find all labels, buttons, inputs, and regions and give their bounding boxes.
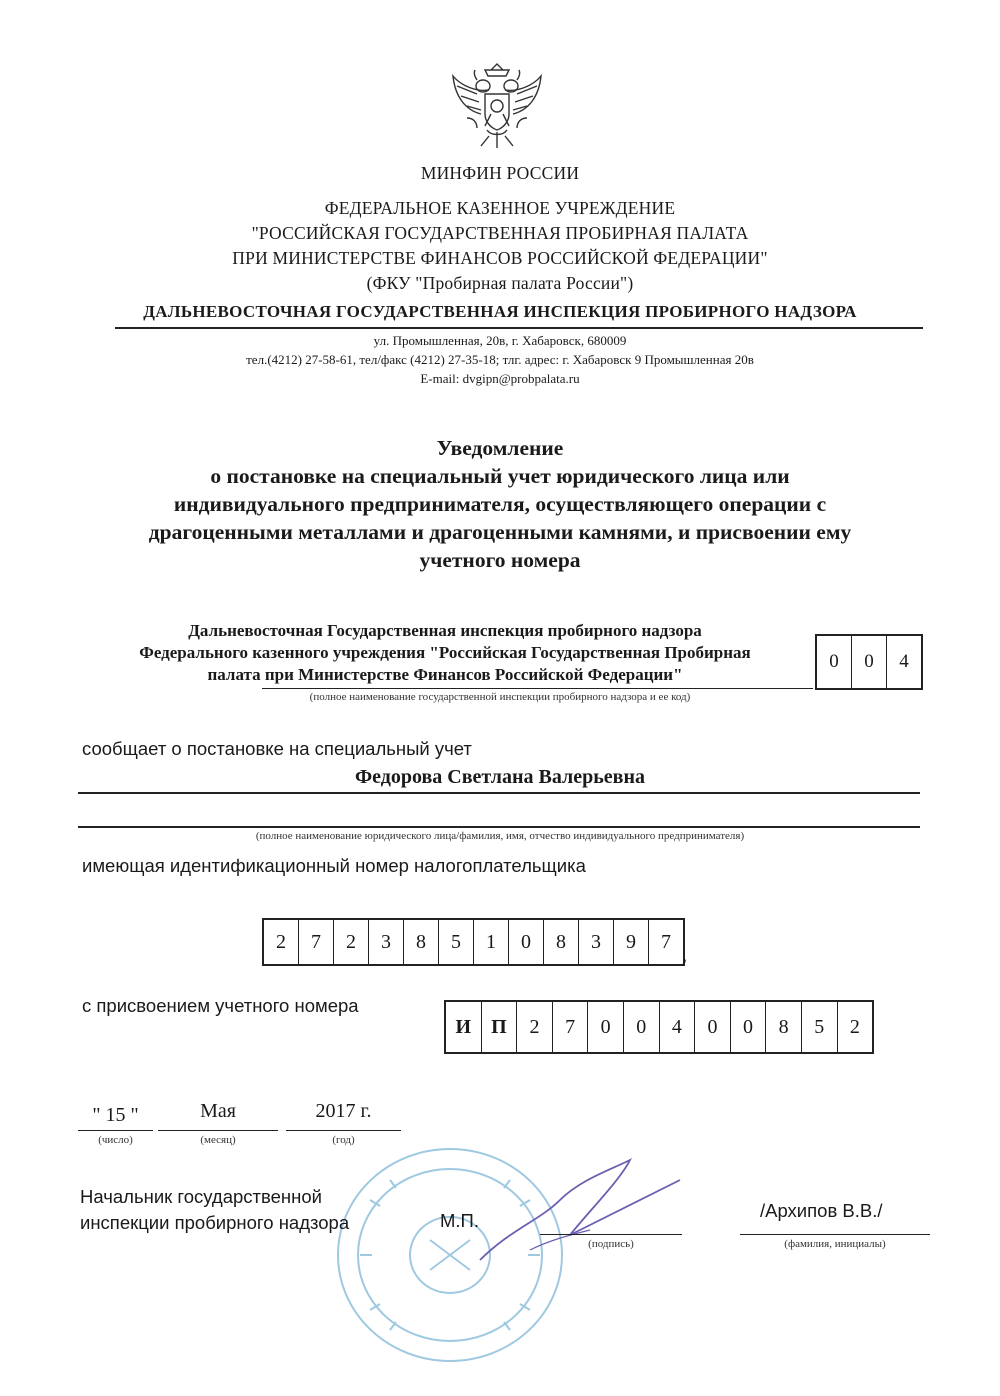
reg-number-char: И (446, 1002, 482, 1052)
reg-number-char: 5 (802, 1002, 838, 1052)
reg-number-text: с присвоением учетного номера (82, 995, 359, 1016)
seal-abbreviation: М.П. (440, 1210, 479, 1231)
inn-digit: 2 (334, 920, 369, 964)
inn-digit: 7 (661, 930, 671, 953)
inn-text: имеющая идентификационный номер налогоплательщика (82, 855, 586, 876)
inspection-name: ДАЛЬНЕВОСТОЧНАЯ ГОСУДАРСТВЕННАЯ ИНСПЕКЦИЯ ПРОБИРНОГО НАДЗОРА (143, 302, 857, 321)
reg-number-char: 0 (624, 1002, 660, 1052)
address: ул. Промышленная, 20в, г. Хабаровск, 680009 (373, 333, 627, 348)
person-underline-2 (78, 826, 920, 828)
reg-number-box (444, 1000, 874, 1054)
signer-name: /Архипов В.В./ (760, 1200, 883, 1221)
inn-box (262, 918, 685, 966)
organization-name-line-3: палата при Министерстве Финансов Российской Федерации" (207, 665, 683, 684)
ministry-name: МИНФИН РОССИИ (420, 163, 580, 183)
document-subtitle-line-4: учетного номера (419, 548, 581, 572)
organization-underline (262, 688, 813, 689)
reg-number-char: 0 (588, 1002, 624, 1052)
signer-position-line-2: инспекции пробирного надзора (80, 1212, 350, 1233)
institution-line-2: "РОССИЙСКАЯ ГОСУДАРСТВЕННАЯ ПРОБИРНАЯ ПАЛАТА (251, 223, 749, 243)
organization-name-line-2: Федерального казенного учреждения "Российская Государственная Пробирная (139, 643, 751, 662)
phone-info: тел.(4212) 27-58-61, тел/факс (4212) 27-35-18; тлг. адрес: г. Хабаровск 9 Промышленная 20в (246, 352, 754, 367)
institution-line-1: ФЕДЕРАЛЬНОЕ КАЗЕННОЕ УЧРЕЖДЕНИЕ (324, 198, 676, 218)
reg-number-char: 0 (695, 1002, 731, 1052)
date-month-line (158, 1130, 278, 1131)
inn-digit: 8 (544, 920, 579, 964)
document-subtitle-line-1: о постановке на специальный учет юридического лица или (210, 464, 790, 488)
organization-note: (полное наименование государственной инспекции пробирного надзора и ее код) (309, 691, 691, 703)
date-year-line (286, 1130, 401, 1131)
inspection-code-digit: 0 (817, 636, 852, 688)
signature-label: (подпись) (588, 1238, 634, 1250)
institution-short-name: (ФКУ "Пробирная палата России") (366, 273, 634, 293)
person-name: Федорова Светлана Валерьевна (354, 766, 646, 788)
reports-text: сообщает о постановке на специальный учет (82, 738, 472, 759)
organization-name (60, 620, 830, 686)
inn-digit: 5 (439, 920, 474, 964)
inn-digit: 8 (404, 920, 439, 964)
inspection-code-box (815, 634, 923, 690)
reg-number-char: 0 (731, 1002, 767, 1052)
date-day: " 15 " (92, 1104, 139, 1126)
inn-digit: 2 (264, 920, 299, 964)
date-month: Мая (200, 1100, 236, 1122)
signer-name-line (740, 1234, 930, 1235)
signer-name-label: (фамилия, инициалы) (784, 1238, 886, 1250)
reg-number-char: П (482, 1002, 518, 1052)
reg-number-char: 8 (766, 1002, 802, 1052)
reg-number-char: 2 (517, 1002, 553, 1052)
organization-name-line-1: Дальневосточная Государственная инспекция пробирного надзора (188, 621, 702, 640)
inn-digit: 3 (369, 920, 404, 964)
inn-digit: 0 (509, 920, 544, 964)
date-year: 2017 г. (315, 1100, 372, 1122)
email: E-mail: dvgipn@probpalata.ru (420, 371, 580, 386)
document-title: Уведомление (436, 436, 564, 460)
date-year-label: (год) (332, 1134, 355, 1146)
document-subtitle-line-2: индивидуального предпринимателя, осуществляющего операции с (173, 492, 827, 516)
inn-digit: 7 (299, 920, 334, 964)
reg-number-char: 4 (660, 1002, 696, 1052)
signer-position (80, 1184, 349, 1236)
person-note: (полное наименование юридического лица/фамилия, имя, отчество индивидуального предпринимателя) (255, 830, 745, 842)
inn-digit: 9 (614, 920, 649, 964)
inn-suffix: , (682, 944, 687, 966)
inn-digit: 3 (579, 920, 614, 964)
inn-digit: 1 (474, 920, 509, 964)
reg-number-char: 7 (553, 1002, 589, 1052)
institution-line-3: ПРИ МИНИСТЕРСТВЕ ФИНАНСОВ РОССИЙСКОЙ ФЕДЕРАЦИИ" (232, 248, 768, 268)
signature-line (540, 1234, 682, 1235)
inspection-code-digit: 4 (899, 651, 909, 672)
signature-icon (470, 1140, 690, 1280)
person-underline-1 (78, 792, 920, 794)
document-subtitle-line-3: драгоценными металлами и драгоценными камнями, и присвоении ему (148, 520, 852, 544)
reg-number-char: 2 (849, 1015, 860, 1038)
signer-position-line-1: Начальник государственной (80, 1186, 322, 1207)
header-divider (115, 327, 923, 329)
inspection-code-digit: 0 (852, 636, 887, 688)
date-month-label: (месяц) (200, 1134, 236, 1146)
date-day-line (78, 1130, 153, 1131)
date-day-label: (число) (98, 1134, 133, 1146)
russian-coat-of-arms-icon (447, 56, 547, 156)
